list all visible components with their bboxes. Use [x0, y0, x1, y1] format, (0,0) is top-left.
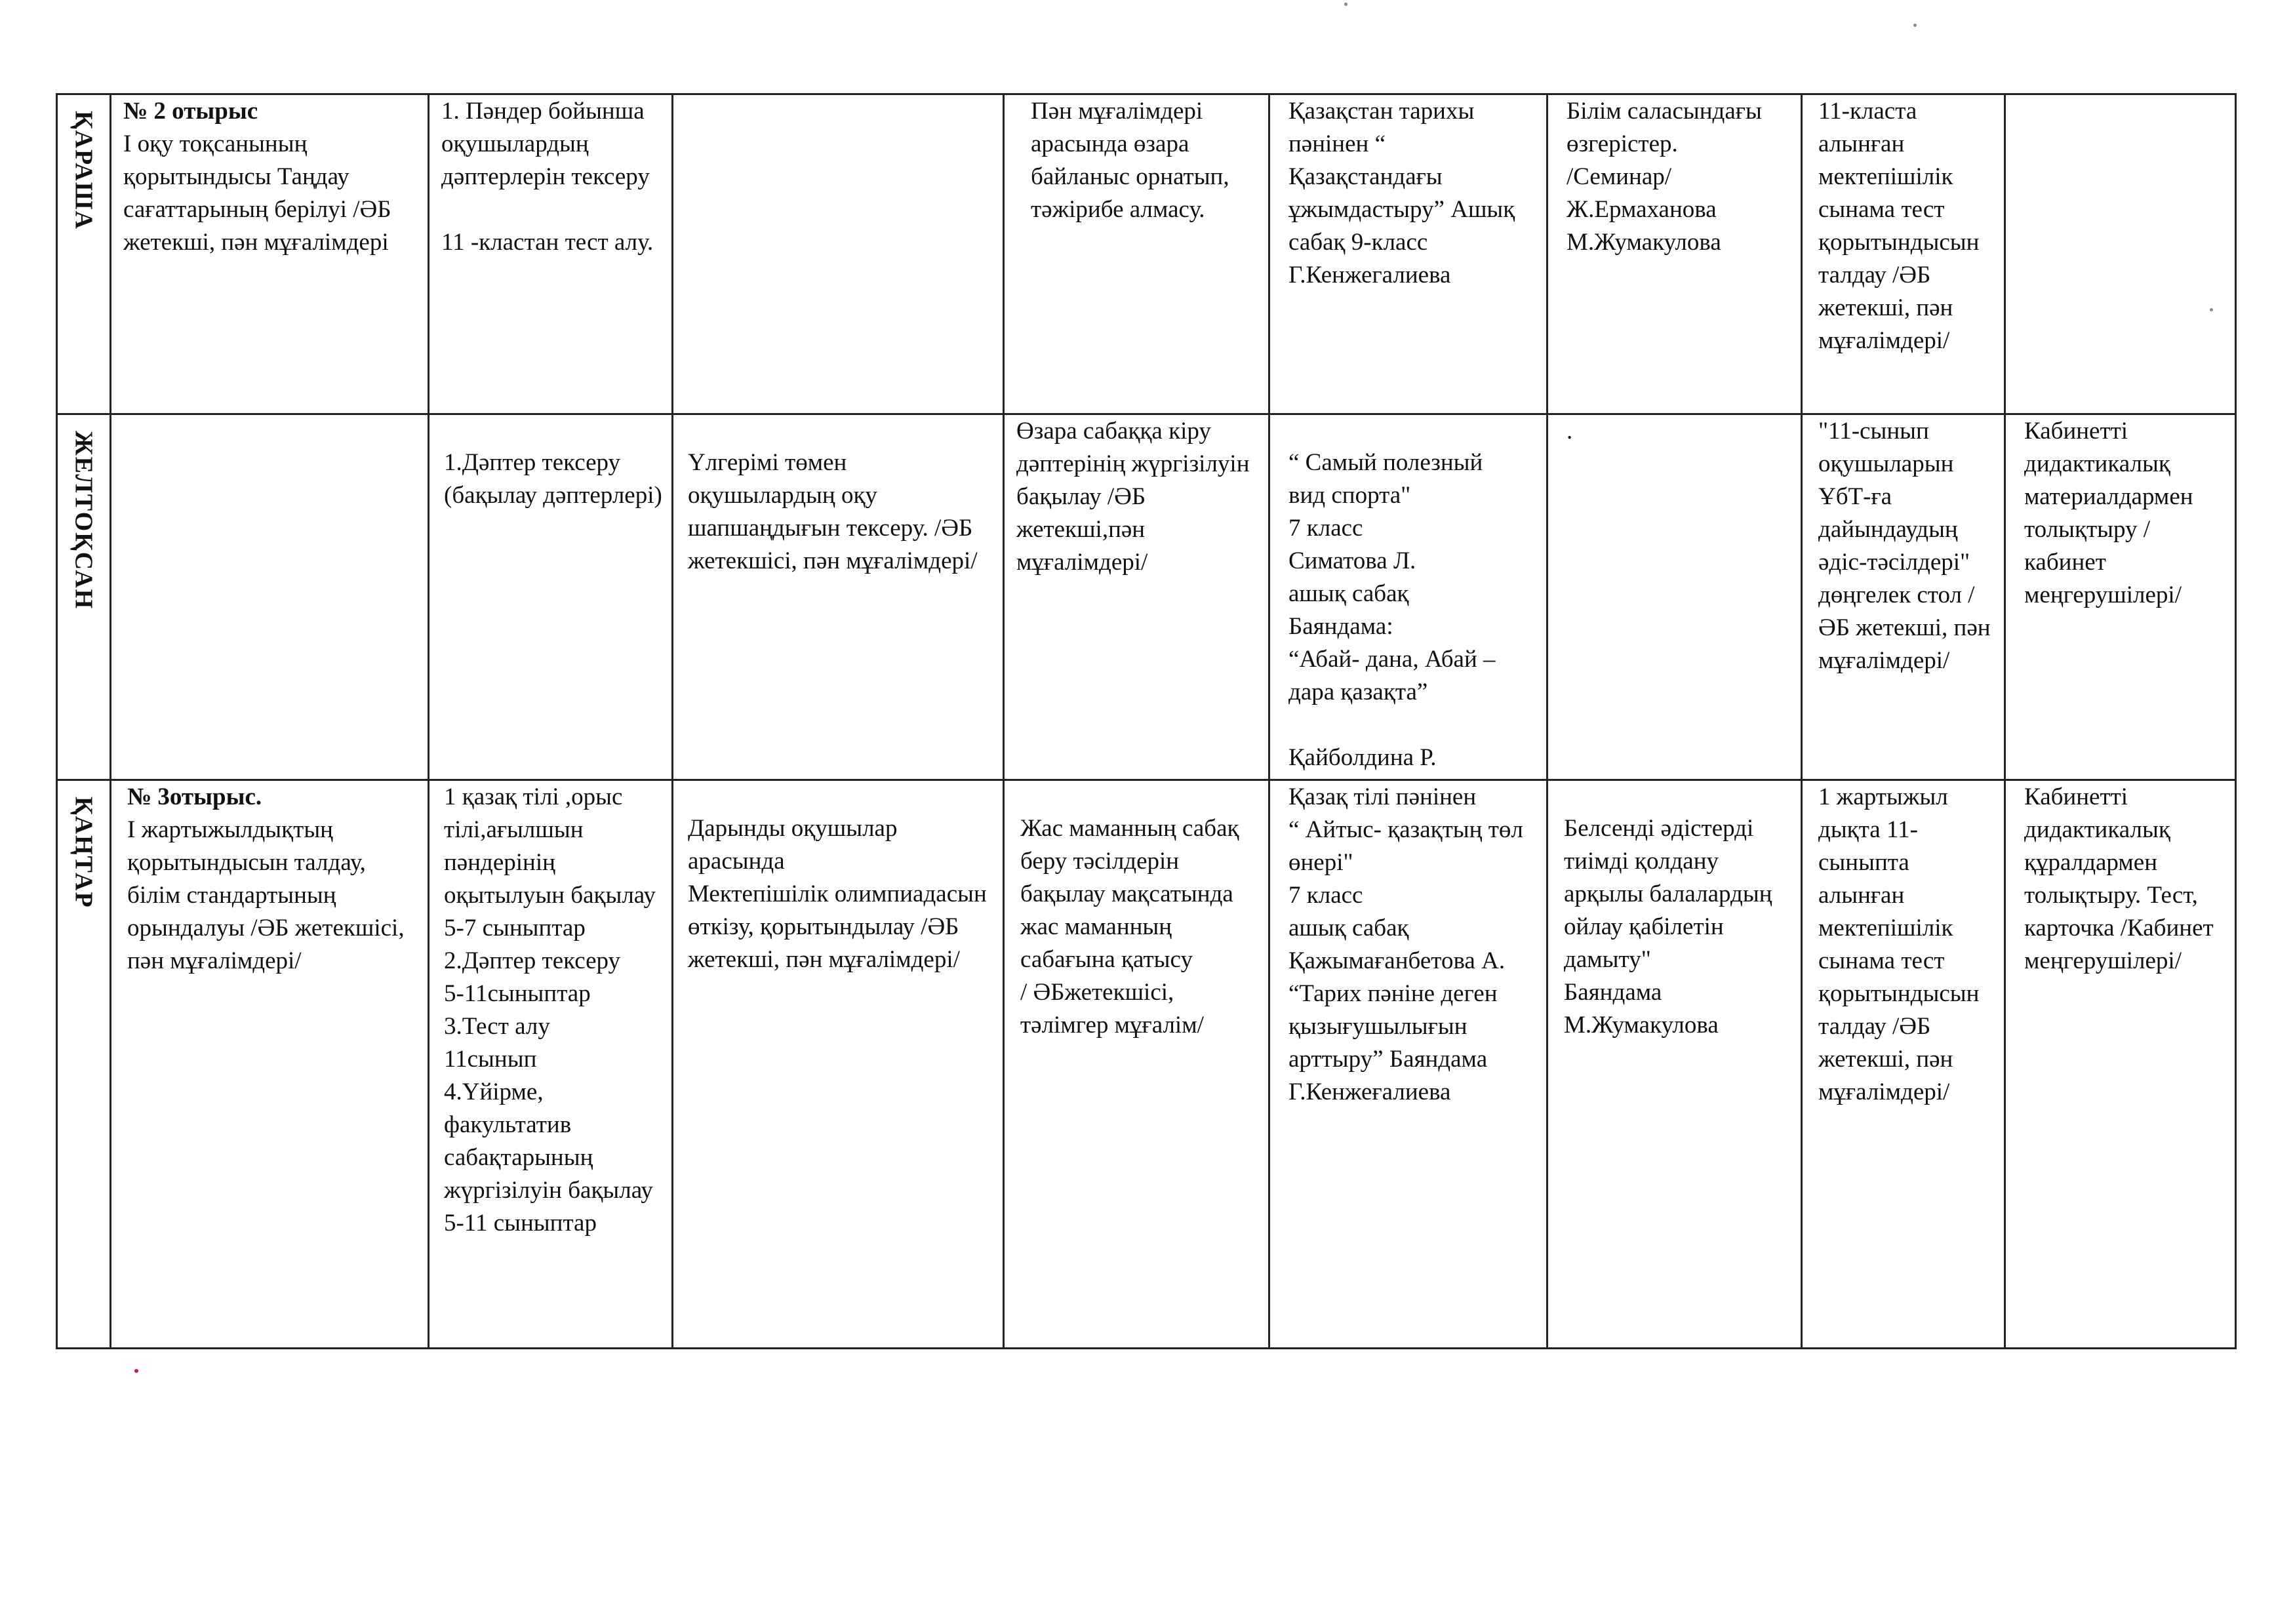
cell-text: 1. Пәндер бойынша оқушылардың дәптерлерін тексеру 11 -кластан тест алу. [441, 98, 654, 256]
open-lesson-cell [1269, 780, 1547, 1349]
control-cell [429, 94, 673, 414]
cell-text: 1 жартыжыл дықта 11-сыныпта алынған мектепішілік сынама тест қорытындысын талдау /ӘБ жетекші, пән мұғалімдері/ [1818, 783, 1980, 1105]
cabinet-cell [2005, 414, 2236, 780]
cell-text: Білім саласындағы өзгерістер. /Семинар/ Ж.Ермаханова М.Жумакулова [1567, 98, 1762, 256]
cell-text: Қазақстан тарихы пәнінен “ Қазақстандағы ұжымдастыру” Ашық сабақ 9-класс Г.Кенжегалиева [1288, 98, 1515, 288]
cell-text: 11-класта алынған мектепішілік сынама тест қорытындысын талдау /ӘБ жетекші, пән мұғалімдері/ [1818, 98, 1980, 354]
cell-text: Белсенді әдістерді тиімді қолдану арқылы балалардың ойлау қабілетін дамыту" Баяндама М.Жумакулова [1564, 815, 1772, 1039]
month-cell [57, 94, 111, 414]
month-label: ҚАҢТАР [70, 797, 98, 909]
table-row-kantar [57, 780, 2236, 1349]
cell-text: Жас маманның сабақ беру тәсілдерін бақылау мақсатында жас маманның сабағына қатысу / ӘБжетекшісі, тәлімгер мұғалім/ [1020, 815, 1239, 1039]
cell-text: 1 қазақ тілі ,орыс тілі,ағылшын пәндерінің оқытылуын бақылау 5-7 сыныптар 2.Дәптер тексеру 5-11сыныптар 3.Тест алу 11сынып 4.Үйірме, факультатив сабақтарының жүргізілуін бақылау 5-11 сыныптар [444, 783, 656, 1237]
cell-text: "11-сынып оқушыларын ҰбТ-ға дайындаудың әдіс-тәсілдері" дөңгелек стол /ӘБ жетекші, пән мұғалімдері/ [1818, 418, 1991, 674]
work-plan-table [56, 93, 2237, 1349]
meeting-title: № 2 отырыс [123, 98, 258, 125]
scan-mark [1913, 24, 1917, 27]
control-cell [429, 780, 673, 1349]
month-cell [57, 780, 111, 1349]
analysis-cell [1802, 414, 2005, 780]
open-lesson-cell [1269, 94, 1547, 414]
teachers-cell [1004, 780, 1269, 1349]
cell-text: Кабинетті дидактикалық материалдармен толықтыру /кабинет меңгерушілері/ [2024, 418, 2193, 608]
cell-text: І оқу тоқсанының қорытындысы Таңдау сағаттарының берілуі /ӘБ жетекші, пән мұғалімдері [123, 130, 391, 256]
month-cell [57, 414, 111, 780]
teachers-cell [1004, 414, 1269, 780]
cell-text: Өзара сабаққа кіру дәптерінің жүргізілуін бақылау /ӘБ жетекші,пән мұғалімдері/ [1016, 418, 1250, 576]
analysis-cell [1802, 94, 2005, 414]
control-cell [429, 414, 673, 780]
cabinet-cell [2005, 780, 2236, 1349]
cabinet-cell [2005, 94, 2236, 414]
seminar-cell [1547, 94, 1802, 414]
meeting-cell [111, 414, 429, 780]
cell-text: Қазақ тілі пәнінен “ Айтыс- қазақтың төл өнері" 7 класс ашық сабақ Қажымағанбетова А. “Тарих пәніне деген қызығушылығын арттыру” Баяндама Г.Кенжеғалиева [1288, 783, 1523, 1105]
open-lesson-cell [1269, 414, 1547, 780]
scan-mark [1344, 3, 1347, 6]
month-label: ЖЕЛТОҚСАН [70, 431, 98, 610]
seminar-cell [1547, 780, 1802, 1349]
cell-text: 1.Дәптер тексеру (бақылау дәптерлері) [444, 449, 662, 509]
meeting-cell [111, 94, 429, 414]
cell-text: Пән мұғалімдері арасында өзара байланыс орнатып, тәжірибе алмасу. [1031, 98, 1229, 223]
students-cell [673, 414, 1004, 780]
month-label: ҚАРАША [70, 111, 98, 230]
teachers-cell [1004, 94, 1269, 414]
scan-mark [2210, 308, 2213, 311]
meeting-title: № 3отырыс. [127, 783, 262, 810]
cell-text: Кабинетті дидактикалық құралдармен толықтыру. Тест, карточка /Кабинет меңгерушілері/ [2024, 783, 2214, 974]
table-row-karasha [57, 94, 2236, 414]
table-row-zheltoksan [57, 414, 2236, 780]
cell-text: . [1567, 418, 1573, 445]
seminar-cell [1547, 414, 1802, 780]
cell-text: Дарынды оқушылар арасында Мектепішілік олимпиадасын өткізу, қорытындылау /ӘБ жетекші, пән мұғалімдері/ [688, 815, 987, 973]
scan-mark [134, 1369, 138, 1373]
students-cell [673, 94, 1004, 414]
meeting-cell [111, 780, 429, 1349]
cell-text: І жартыжылдықтың қорытындысын талдау, білім стандартының орындалуы /ӘБ жетекшісі, пән мұғалімдері/ [127, 816, 405, 974]
students-cell [673, 780, 1004, 1349]
cell-text: “ Самый полезный вид спорта" 7 класс Симатова Л. ашық сабақ Баяндама: “Абай- дана, Абай – дара қазақта” Қайболдина Р. [1288, 449, 1496, 771]
cell-text: Үлгерімі төмен оқушылардың оқу шапшаңдығын тексеру. /ӘБ жетекшісі, пән мұғалімдері/ [688, 449, 978, 574]
analysis-cell [1802, 780, 2005, 1349]
